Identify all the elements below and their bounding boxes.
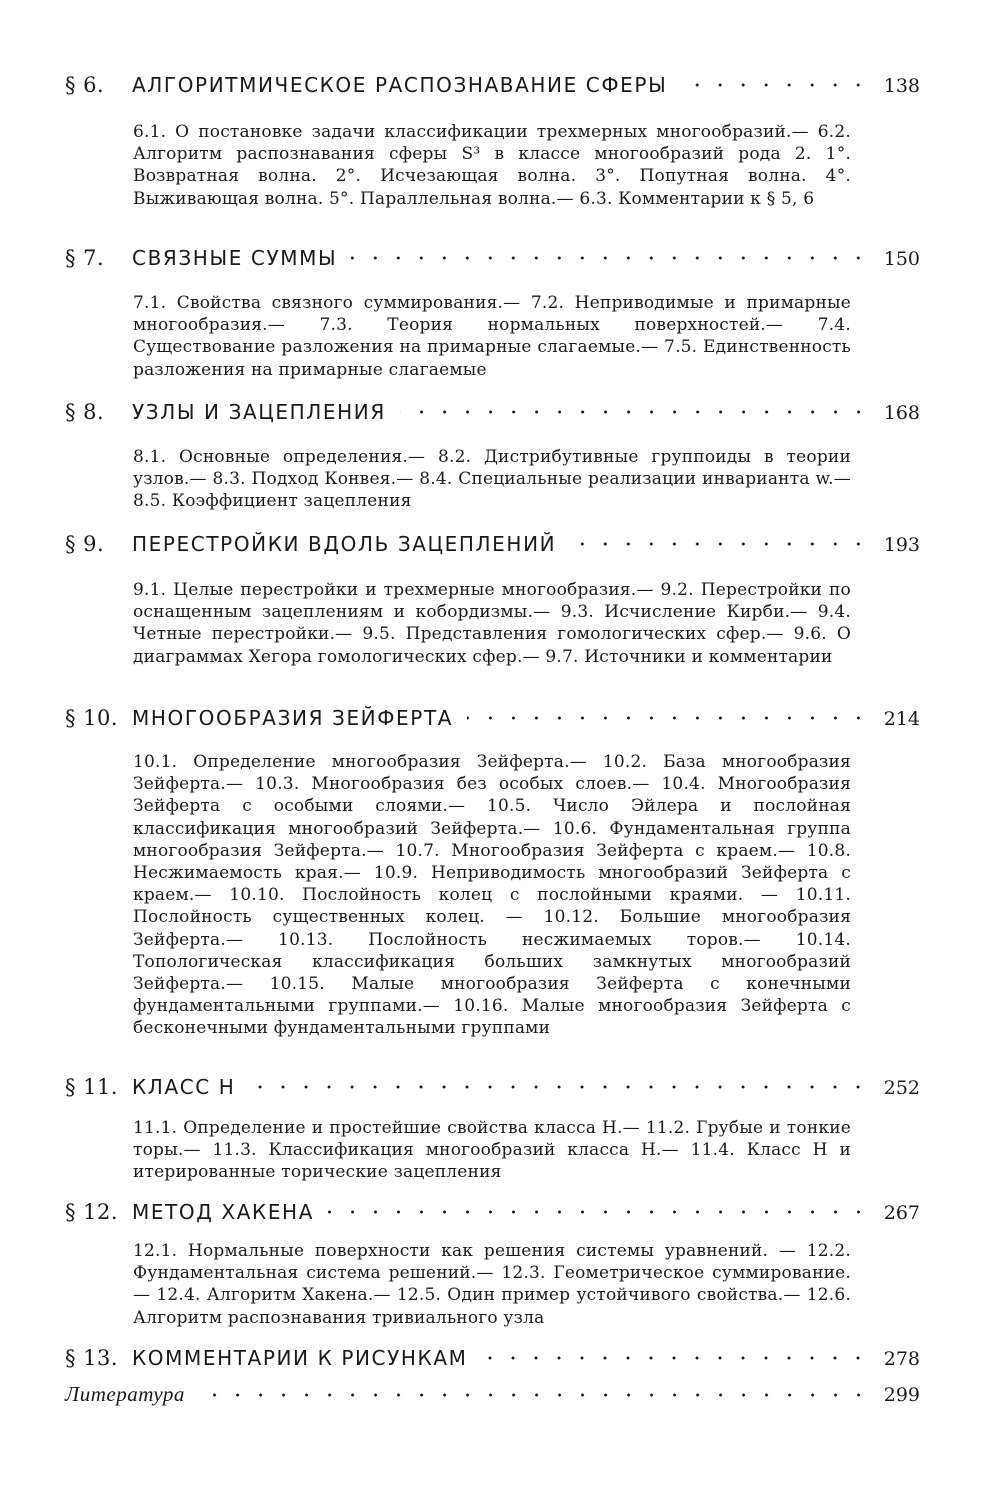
dot-leader — [400, 409, 870, 415]
dot-leader — [351, 255, 870, 261]
section-title: ПЕРЕСТРОЙКИ ВДОЛЬ ЗАЦЕПЛЕНИЙ — [132, 532, 557, 556]
page-number: 267 — [883, 1202, 920, 1224]
literature-title: Литература — [65, 1382, 185, 1406]
toc-entry-12[interactable] — [65, 1200, 920, 1224]
section-title: АЛГОРИТМИЧЕСКОЕ РАСПОЗНАВАНИЕ СФЕРЫ — [132, 73, 668, 97]
section-title: УЗЛЫ И ЗАЦЕПЛЕНИЯ — [132, 400, 386, 424]
page-number: 150 — [883, 248, 920, 270]
page-number: 168 — [883, 402, 920, 424]
section-number: § 13. — [65, 1346, 119, 1370]
section-number: § 9. — [65, 532, 105, 556]
page-number: 138 — [883, 75, 920, 97]
section-number: § 11. — [65, 1075, 119, 1099]
section-number: § 10. — [65, 706, 119, 730]
toc-entry-13[interactable] — [65, 1346, 920, 1370]
section-title: КОММЕНТАРИИ К РИСУНКАМ — [132, 1346, 468, 1370]
section-description: 11.1. Определение и простейшие свойства класса H.— 11.2. Грубые и тонкие торы.— 11.3. Классификация многообразий класса H.— 11.4. Класс H и итерированные торические зацепления — [133, 1118, 851, 1183]
dot-leader — [570, 541, 870, 547]
page-number: 252 — [883, 1077, 920, 1099]
toc-entry-6[interactable] — [65, 73, 920, 97]
section-title: МНОГООБРАЗИЯ ЗЕЙФЕРТА — [132, 706, 454, 730]
dot-leader — [199, 1392, 870, 1398]
toc-entry-literature[interactable] — [65, 1382, 920, 1407]
page-number: 214 — [883, 708, 920, 730]
section-number: § 12. — [65, 1200, 119, 1224]
toc-entry-9[interactable] — [65, 532, 920, 556]
section-number: § 6. — [65, 73, 105, 97]
section-title: МЕТОД ХАКЕНА — [132, 1200, 314, 1224]
toc-entry-7[interactable] — [65, 246, 920, 270]
toc-entry-8[interactable] — [65, 400, 920, 424]
section-description: 6.1. О постановке задачи классификации трехмерных многообразий.— 6.2. Алгоритм распознавания сферы S³ в классе многообразий рода 2. 1°. Возвратная волна. 2°. Исчезающая волна. 3°. Попутная волна. 4°. Выживающая волна. 5°. Параллельная волна.— 6.3. Комментарии к § 5, 6 — [133, 122, 851, 209]
page-number: 278 — [883, 1348, 920, 1370]
section-number: § 8. — [65, 400, 105, 424]
dot-leader — [467, 715, 870, 721]
section-description: 10.1. Определение многообразия Зейферта.— 10.2. База многообразия Зейферта.— 10.3. Многообразия без особых слоев.— 10.4. Многообразия Зейферта с особыми слоями.— 10.5. Число Эйлера и послойная классификация многообразий Зейферта.— 10.6. Фундаментальная группа многообразия Зейферта.— 10.7. Многообразия Зейферта с краем.— 10.8. Несжимаемость края.— 10.9. Неприводимость многообразий Зейферта с краем.— 10.10. Послойность колец с послойными краями. — 10.11. Послойность существенных колец. — 10.12. Большие многообразия Зейферта.— 10.13. Послойность несжимаемых торов.— 10.14. Топологическая классификация больших замкнутых многообразий Зейферта.— 10.15. Малые многообразия Зейферта с конечными фундаментальными группами.— 10.16. Малые многообразия Зейферта с бесконечными фундаментальными группами — [133, 752, 851, 1039]
section-number: § 7. — [65, 246, 105, 270]
dot-leader — [249, 1084, 870, 1090]
dot-leader — [481, 1355, 870, 1361]
section-title: СВЯЗНЫЕ СУММЫ — [132, 246, 338, 270]
section-description: 12.1. Нормальные поверхности как решения системы уравнений. — 12.2. Фундаментальная система решений.— 12.3. Геометрическое суммирование.— 12.4. Алгоритм Хакена.— 12.5. Один пример устойчивого свойства.— 12.6. Алгоритм распознавания тривиального узла — [133, 1241, 851, 1328]
toc-entry-10[interactable] — [65, 706, 920, 730]
dot-leader — [328, 1209, 870, 1215]
section-description: 7.1. Свойства связного суммирования.— 7.2. Неприводимые и примарные многообразия.— 7.3. Теория нормальных поверхностей.— 7.4. Существование разложения на примарные слагаемые.— 7.5. Единственность разложения на примарные слагаемые — [133, 293, 851, 380]
page-number: 193 — [883, 534, 920, 556]
page-number: 299 — [883, 1384, 920, 1406]
dot-leader — [681, 82, 870, 88]
section-title: КЛАСС H — [132, 1075, 236, 1099]
section-description: 9.1. Целые перестройки и трехмерные многообразия.— 9.2. Перестройки по оснащенным зацеплениям и кобордизмы.— 9.3. Исчисление Кирби.— 9.4. Четные перестройки.— 9.5. Представления гомологических сфер.— 9.6. О диаграммах Хегора гомологических сфер.— 9.7. Источники и комментарии — [133, 580, 851, 667]
toc-entry-11[interactable] — [65, 1075, 920, 1099]
section-description: 8.1. Основные определения.— 8.2. Дистрибутивные группоиды в теории узлов.— 8.3. Подход Конвея.— 8.4. Специальные реализации инварианта w.— 8.5. Коэффициент зацепления — [133, 447, 851, 512]
